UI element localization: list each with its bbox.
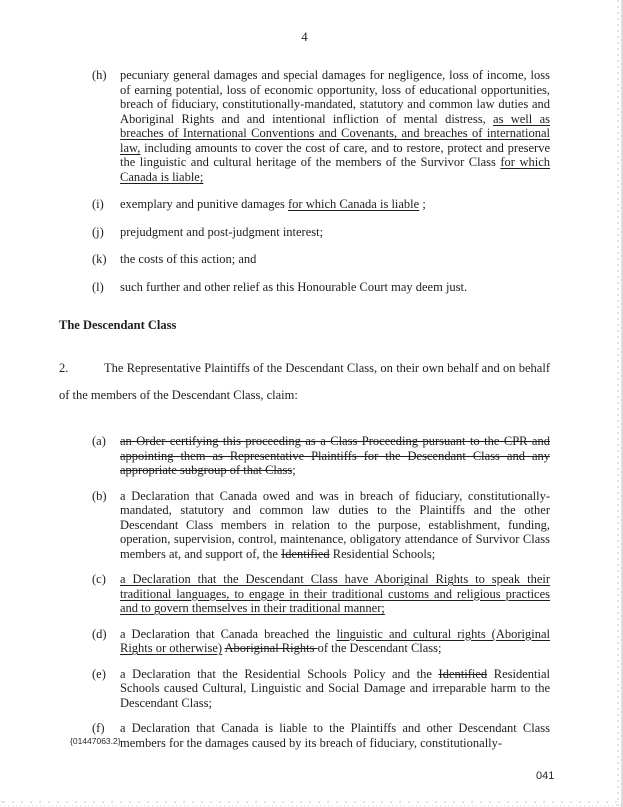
text-segment-normal: including amounts to cover the cost of care, and to restore, protect and preserve the linguistic and cultural heritage of the members of the Survivor Class	[120, 140, 550, 169]
text-segment-normal: exemplary and punitive damages	[120, 197, 288, 211]
text-segment-normal: of the Descendant Class;	[317, 641, 442, 655]
clause-b	[92, 489, 550, 562]
text-segment-strike: Aboriginal Rights	[224, 641, 318, 655]
clause-j	[92, 225, 550, 240]
clause-text	[120, 280, 550, 295]
paragraph-text: The Representative Plaintiffs of the Descendant Class, on their own behalf and on behalf of the members of the Descendant Class, claim:	[59, 361, 550, 402]
survivor-claims-list	[59, 68, 550, 294]
text-segment-strike: an Order certifying this proceeding as a Class Proceeding pursuant to the CPR and appointing them as Representative Plaintiffs for the Descendant Class and any appropriate subgroup of that Class	[120, 434, 550, 477]
clause-k	[92, 252, 550, 267]
clause-label: (l)	[92, 279, 104, 294]
clause-text	[120, 68, 550, 184]
clause-text	[120, 627, 550, 656]
clause-label: (h)	[92, 68, 107, 82]
scan-edge-bottom-artifact	[0, 800, 623, 807]
text-segment-underline: as well as breaches of International Conventions and Covenants, and breaches of international law,	[120, 111, 550, 155]
clause-text	[120, 225, 550, 240]
clause-label: (d)	[92, 626, 107, 641]
text-segment-normal: the costs of this action; and	[120, 252, 257, 266]
text-segment-normal: prejudgment and post-judgment interest;	[120, 224, 324, 239]
clause-label: (k)	[92, 252, 107, 266]
paragraph-2	[59, 355, 550, 409]
clause-text	[120, 434, 550, 478]
clause-a	[92, 434, 550, 478]
descendant-claims-list	[59, 434, 550, 750]
clause-text	[120, 489, 550, 562]
document-id-footer: {01447063.2}	[70, 736, 121, 746]
clause-d	[92, 627, 550, 656]
text-segment-normal: such further and other relief as this Honourable Court may deem just.	[120, 279, 468, 294]
text-segment-underline: linguistic and cultural rights (Aboriginal Rights or otherwise)	[120, 626, 550, 655]
page-number: 4	[301, 30, 308, 44]
paragraph-number: 2.	[59, 361, 69, 375]
clause-text	[120, 721, 550, 750]
text-segment-strike: Identified	[281, 546, 330, 561]
clause-c	[92, 572, 550, 616]
text-segment-strike: Identified	[438, 666, 488, 681]
clause-text	[120, 572, 550, 616]
text-segment-normal: a Declaration that Canada is liable to the Plaintiffs and other Descendant Class members for the damages caused by its breach of fiduciary, constitutionally-	[120, 721, 550, 750]
text-segment-normal: a Declaration that Canada breached the	[120, 626, 337, 641]
clause-text	[120, 667, 550, 711]
text-segment-normal: ;	[419, 197, 426, 211]
text-segment-normal: Residential Schools caused Cultural, Linguistic and Social Damage and irreparable harm to the Descendant Class;	[120, 666, 550, 710]
clause-e	[92, 667, 550, 711]
text-segment-normal: pecuniary general damages and special damages for negligence, loss of income, loss of earning potential, loss of economic opportunity, loss of educational opportunities, breach of fiduciary, constitutionally-mandated, statutory and common law duties and Aboriginal Rights and and intentional infliction of mental distress,	[120, 68, 550, 126]
text-segment-normal: ;	[292, 463, 296, 477]
clause-text	[120, 252, 550, 267]
clause-h	[92, 68, 550, 184]
clause-label: (b)	[92, 488, 107, 503]
bates-number: 041	[536, 770, 555, 782]
clause-i	[92, 197, 550, 212]
section-heading-descendant-class: The Descendant Class	[59, 318, 177, 332]
text-segment-underline: a Declaration that the Descendant Class have Aboriginal Rights to speak their traditional languages, to engage in their traditional customs and religious practices and to govern themselves in their traditional manner;	[120, 572, 550, 615]
clause-label: (i)	[92, 197, 104, 211]
scan-edge-right-artifact	[617, 0, 619, 807]
clause-label: (c)	[92, 572, 106, 586]
text-segment-normal: a Declaration that Canada owed and was in breach of fiduciary, constitutionally-mandated, statutory and common law duties to the Plaintiffs and the other Descendant Class members in relation to the purpose, establishment, funding, operation, supervision, control, maintenance, obligatory attendance of Survivor Class members at, and support of, the	[120, 488, 550, 561]
clause-text	[120, 197, 550, 212]
text-segment-underline: for which Canada is liable	[288, 197, 420, 211]
clause-label: (f)	[92, 721, 105, 735]
text-segment-normal: Residential Schools;	[329, 546, 436, 561]
clause-label: (j)	[92, 224, 104, 239]
clause-label: (e)	[92, 666, 106, 681]
text-segment-underline: for which Canada is liable;	[120, 155, 550, 184]
clause-f	[92, 721, 550, 750]
clause-label: (a)	[92, 434, 106, 448]
clause-l	[92, 280, 550, 295]
text-segment-normal: a Declaration that the Residential Schools Policy and the	[120, 666, 439, 681]
